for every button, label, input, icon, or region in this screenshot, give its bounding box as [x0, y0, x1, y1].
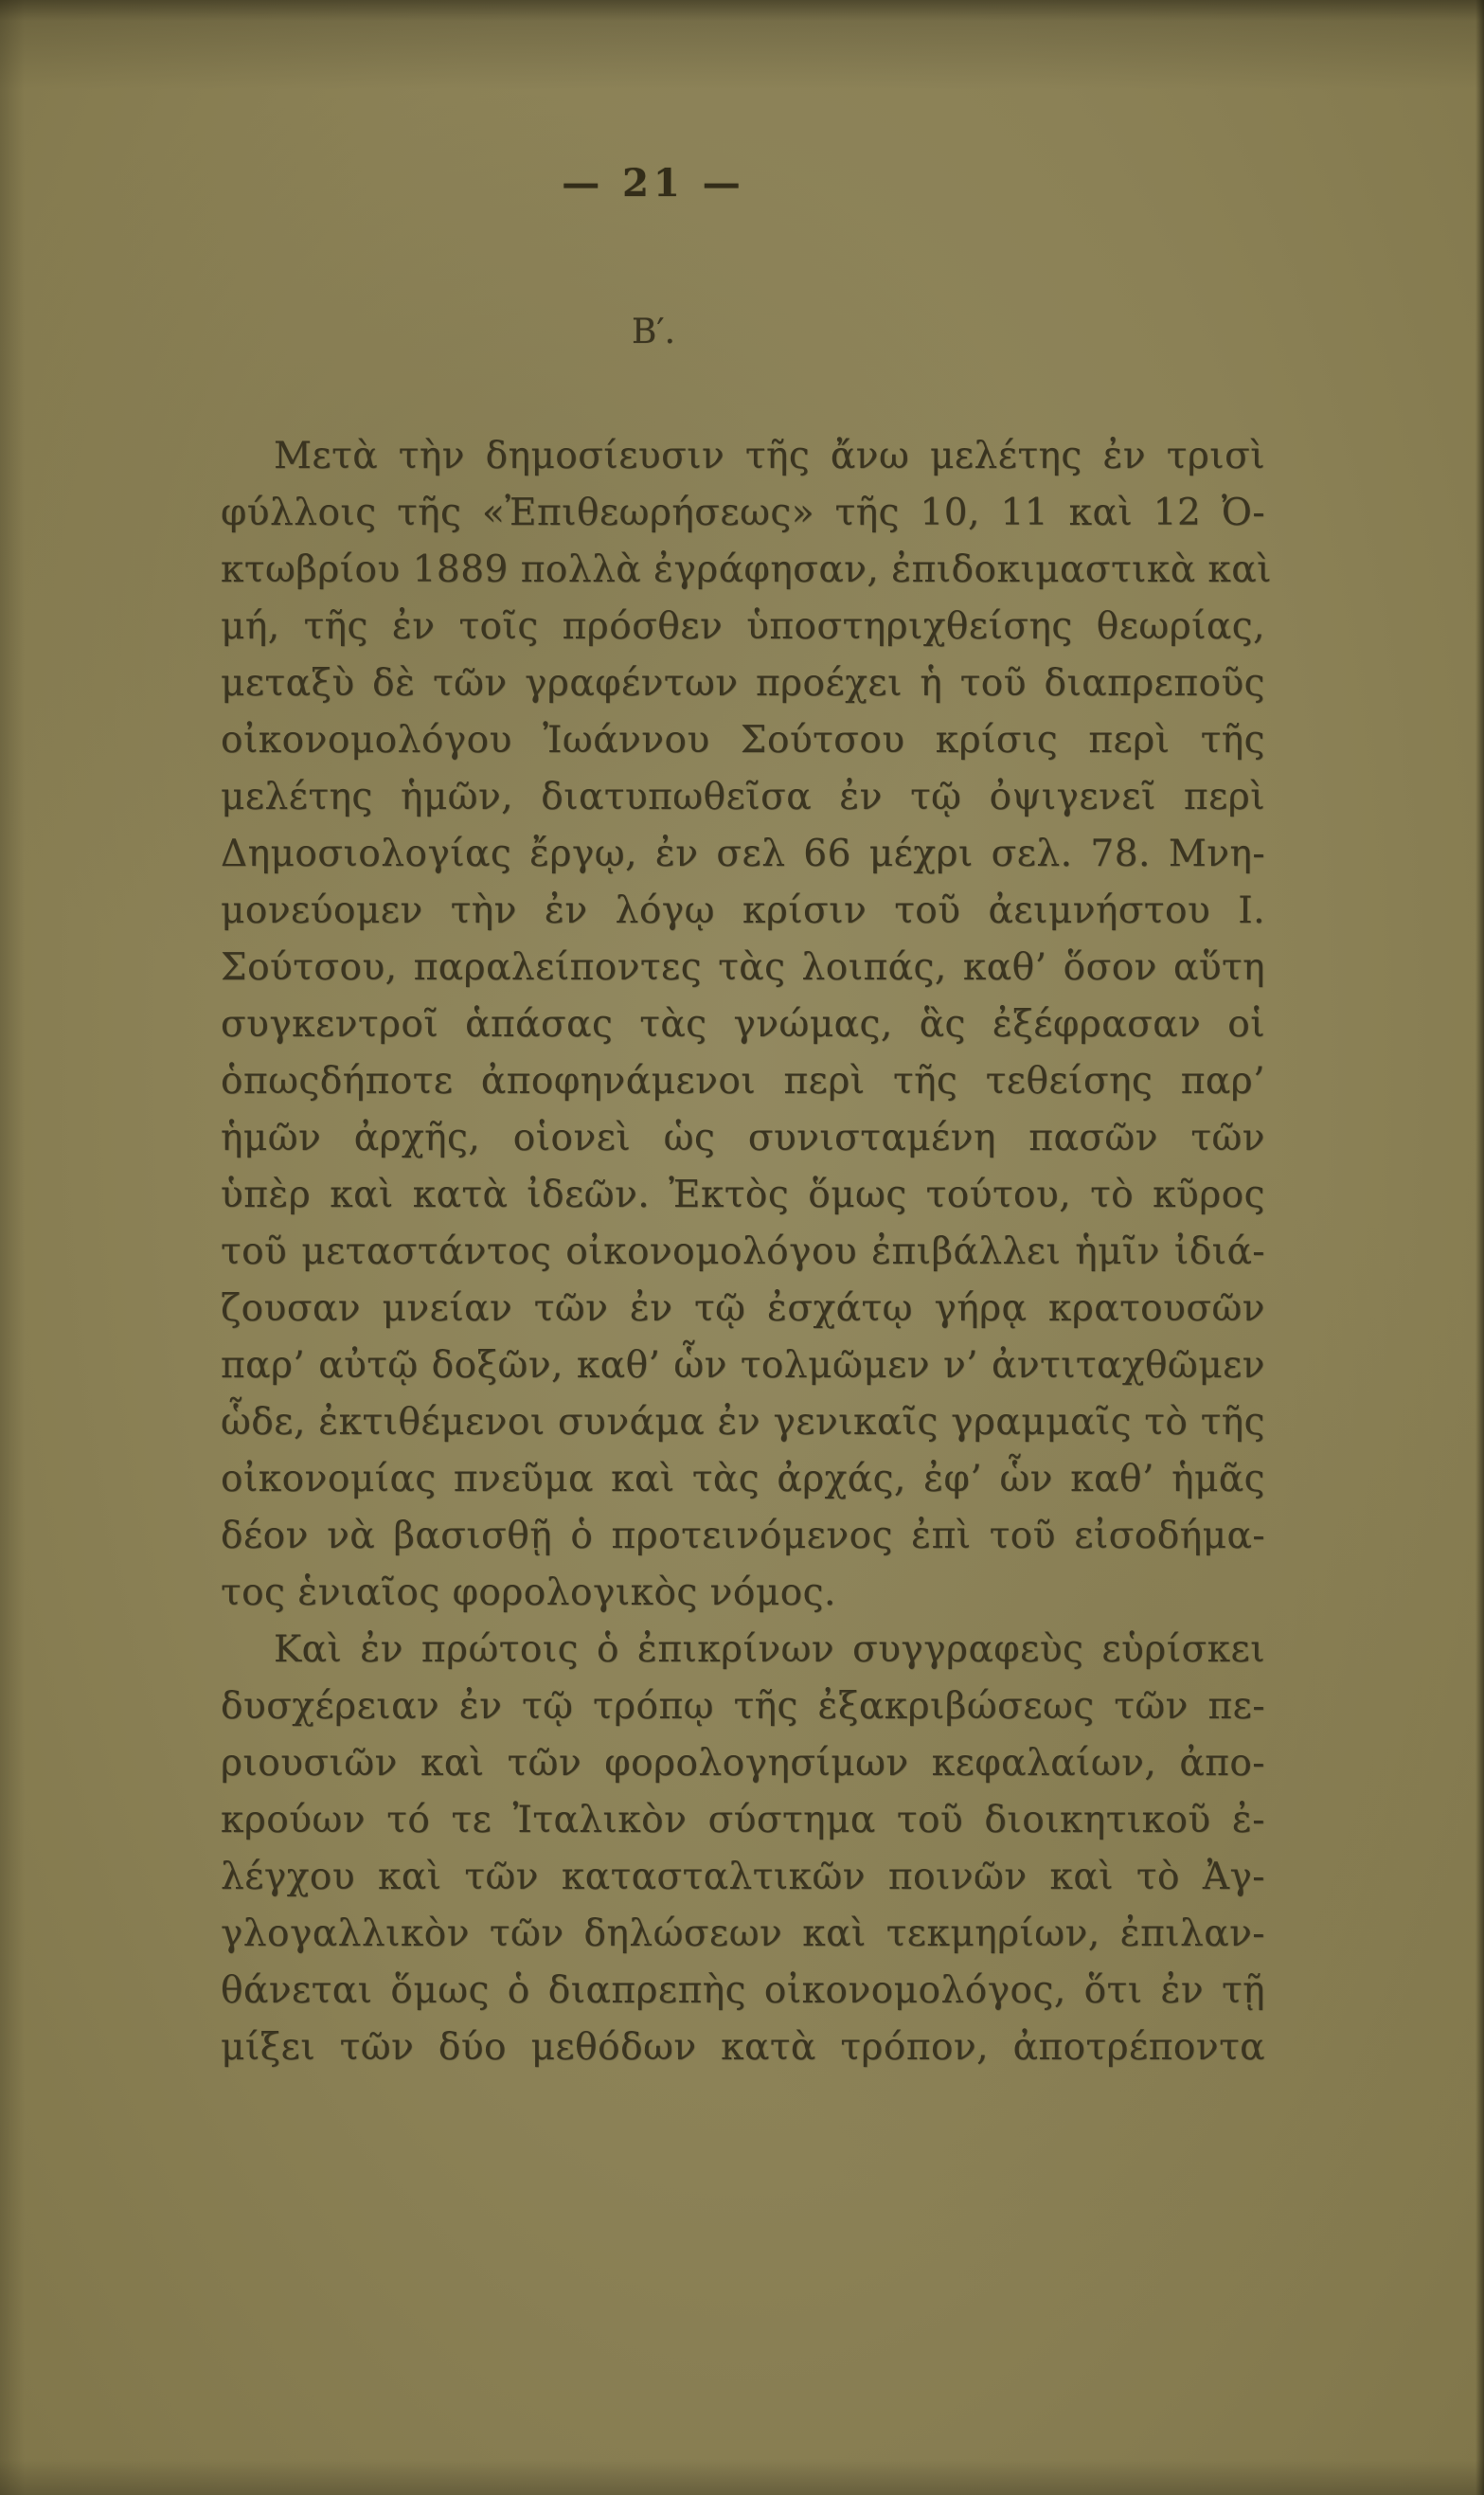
text-line: Σούτσου, παραλείποντες τὰς λοιπάς, καθ’ ὅσον αὕτη	[221, 946, 1265, 989]
paragraph	[221, 428, 1272, 1622]
page-number: — 21 —	[562, 161, 745, 206]
section-heading: Β′.	[631, 313, 676, 351]
text-line: Καὶ ἐν πρώτοις ὁ ἐπικρίνων συγγραφεὺς εὑρίσκει	[274, 1628, 1265, 1671]
text-line: ὁπωςδήποτε ἀποφηνάμενοι περὶ τῆς τεθείσης παρ’	[221, 1060, 1265, 1103]
text-line: συγκεντροῖ ἁπάσας τὰς γνώμας, ἃς ἐξέφρασαν οἱ	[221, 1003, 1265, 1046]
text-line: ὧδε, ἐκτιθέμενοι συνάμα ἐν γενικαῖς γραμμαῖς τὸ τῆς	[221, 1401, 1265, 1444]
text-line: ριουσιῶν καὶ τῶν φορολογησίμων κεφαλαίων, ἀπο-	[221, 1742, 1265, 1785]
text-line: μεταξὺ δὲ τῶν γραφέντων προέχει ἡ τοῦ διαπρεποῦς	[221, 662, 1265, 705]
text-line: δέον νὰ βασισθῇ ὁ προτεινόμενος ἐπὶ τοῦ εἰσοδήμα-	[221, 1515, 1265, 1557]
text-line: λέγχου καὶ τῶν κατασταλτικῶν ποινῶν καὶ τὸ Ἀγ-	[221, 1856, 1265, 1898]
text-line: οἰκονομολόγου Ἰωάννου Σούτσου κρίσις περὶ τῆς	[221, 719, 1265, 762]
text-line: μή, τῆς ἐν τοῖς πρόσθεν ὑποστηριχθείσης θεωρίας,	[221, 605, 1265, 648]
text-line: Μετὰ τὴν δημοσίευσιν τῆς ἄνω μελέτης ἐν τρισὶ	[274, 435, 1265, 477]
text-line: οἰκονομίας πνεῦμα καὶ τὰς ἀρχάς, ἐφ’ ὧν καθ’ ἡμᾶς	[221, 1458, 1265, 1500]
text-line: παρ’ αὐτῷ δοξῶν, καθ’ ὧν τολμῶμεν ν’ ἀντιταχθῶμεν	[221, 1344, 1265, 1387]
text-line: δυσχέρειαν ἐν τῷ τρόπῳ τῆς ἐξακριβώσεως τῶν πε-	[221, 1685, 1265, 1728]
text-line: ὑπὲρ καὶ κατὰ ἰδεῶν. Ἐκτὸς ὅμως τούτου, τὸ κῦρος	[221, 1174, 1265, 1216]
text-line: μίξει τῶν δύο μεθόδων κατὰ τρόπον, ἀποτρέποντα	[221, 2026, 1265, 2069]
text-line: ἡμῶν ἀρχῆς, οἱονεὶ ὡς συνισταμένη πασῶν τῶν	[221, 1117, 1265, 1159]
text-line: Δημοσιολογίας ἔργῳ, ἐν σελ 66 μέχρι σελ. 78. Μνη-	[221, 833, 1265, 875]
text-line: κτωβρίου 1889 πολλὰ ἐγράφησαν, ἐπιδοκιμαστικὰ καὶ	[221, 548, 1272, 591]
text-line: μονεύομεν τὴν ἐν λόγῳ κρίσιν τοῦ ἀειμνήστου Ι.	[221, 889, 1265, 932]
text-line: τος ἑνιαῖος φορολογικὸς νόμος.	[221, 1571, 836, 1614]
text-line: γλογαλλικὸν τῶν δηλώσεων καὶ τεκμηρίων, ἐπιλαν-	[221, 1912, 1265, 1955]
text-line: μελέτης ἡμῶν, διατυπωθεῖσα ἐν τῷ ὀψιγενεῖ περὶ	[221, 776, 1265, 818]
text-line: φύλλοις τῆς «Ἐπιθεωρήσεως» τῆς 10, 11 καὶ 12 Ὀ-	[221, 492, 1265, 534]
text-line: ζουσαν μνείαν τῶν ἐν τῷ ἐσχάτῳ γήρᾳ κρατουσῶν	[221, 1287, 1265, 1330]
text-line: κρούων τό τε Ἰταλικὸν σύστημα τοῦ διοικητικοῦ ἐ-	[221, 1799, 1265, 1841]
page-body-text	[221, 428, 1272, 2076]
text-line: τοῦ μεταστάντος οἰκονομολόγου ἐπιβάλλει ἡμῖν ἰδιά-	[221, 1230, 1265, 1273]
paragraph	[221, 1622, 1265, 2076]
text-line: θάνεται ὅμως ὁ διαπρεπὴς οἰκονομολόγος, ὅτι ἐν τῇ	[221, 1969, 1265, 2012]
